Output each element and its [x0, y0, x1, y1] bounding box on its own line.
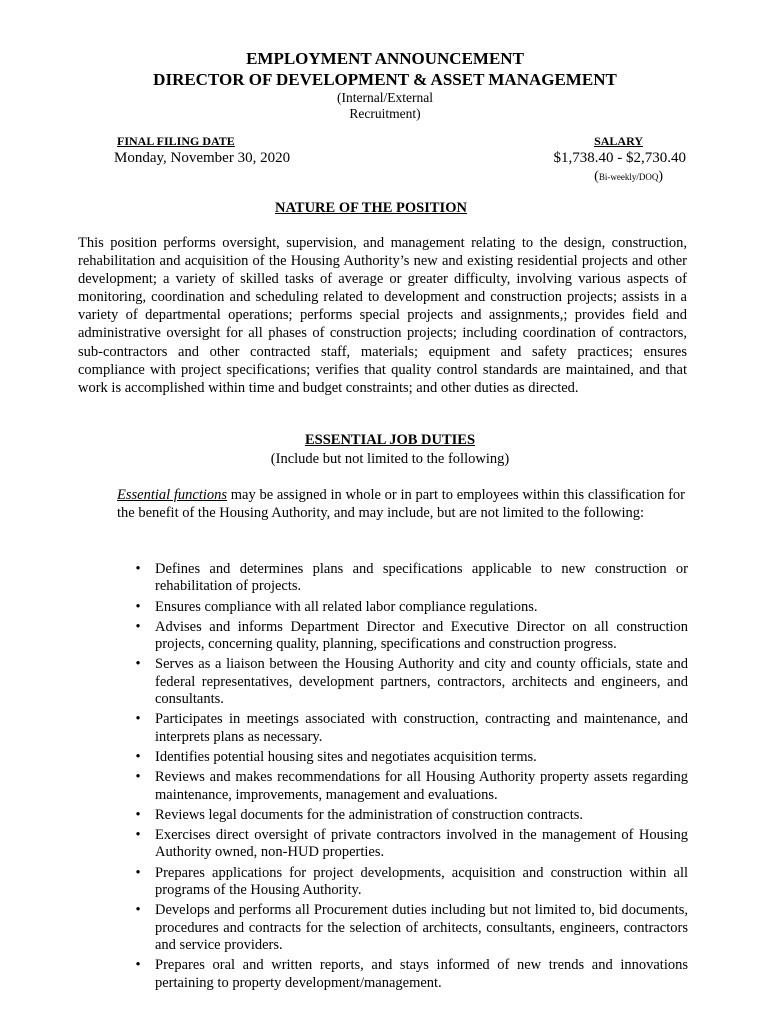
- duty-text: Exercises direct oversight of private contractors involved in the management of Housing Authority owned, non-HUD properties.: [155, 827, 688, 861]
- list-item: [117, 749, 688, 766]
- duties-intro: [117, 486, 685, 522]
- bullet: •: [135, 902, 141, 919]
- list-item: [117, 656, 688, 708]
- duty-text: Prepares applications for project developments, acquisition and construction within all programs of the Housing Authority.: [155, 864, 688, 899]
- bullet: •: [135, 769, 141, 786]
- final-filing-date-value: Monday, November 30, 2020: [114, 150, 291, 166]
- list-item: [117, 619, 688, 654]
- bullet: •: [135, 864, 141, 881]
- final-filing-date-label: FINAL FILING DATE: [117, 134, 235, 148]
- duty-text: Serves as a liaison between the Housing Authority and city and county officials, state and federal representatives, development partners, contractors, architects and engineers, and consultants.: [155, 656, 688, 708]
- bullet: •: [135, 618, 141, 635]
- duties-list: [117, 561, 688, 995]
- list-item: [117, 865, 688, 900]
- bullet: •: [135, 806, 141, 823]
- duty-text: Defines and determines plans and specifications applicable to new construction or rehabilitation of projects.: [155, 561, 688, 595]
- list-item: [117, 902, 688, 954]
- duty-text: Prepares oral and written reports, and stays informed of new trends and innovations pertaining to property development/management.: [155, 957, 688, 991]
- announcement-title: EMPLOYMENT ANNOUNCEMENT: [246, 49, 524, 68]
- duty-text: Participates in meetings associated with construction, contracting and maintenance, and interprets plans as necessary.: [155, 711, 688, 745]
- bullet: •: [135, 656, 141, 673]
- duties-subheading: (Include but not limited to the following): [270, 451, 510, 467]
- position-title: DIRECTOR OF DEVELOPMENT & ASSET MANAGEMENT: [153, 70, 617, 89]
- nature-paragraph: This position performs oversight, supervision, and management relating to the design, construction, rehabilitation and acquisition of the Housing Authority’s new and existing residential projects and other development; a variety of skilled tasks of average or greater difficulty, involving various aspects of monitoring, coordination and scheduling related to development and construction projects; assists in a variety of departmental operations; performs special projects and assignments,; provides field and administrative oversight for all phases of construction projects; including coordination of contractors, sub-contractors and other contracted staff, materials; equipment and safety practices; ensures compliance with project specifications; verifies that quality control standards are maintained, and that work is accomplished within time and budget constraints; and other duties as directed.: [78, 235, 687, 396]
- bullet: •: [135, 957, 141, 974]
- duty-text: Ensures compliance with all related labor compliance regulations.: [155, 598, 538, 615]
- duties-heading: ESSENTIAL JOB DUTIES: [304, 432, 476, 448]
- nature-heading: NATURE OF THE POSITION: [275, 200, 467, 216]
- bullet: •: [135, 748, 141, 765]
- salary-note-close: ): [658, 169, 663, 184]
- bullet: •: [135, 598, 141, 615]
- salary-note: [594, 169, 663, 185]
- duty-text: Develops and performs all Procurement duties including but not limited to, bid documents, procedures and contracts for the selection of architects, consultants, engineers, contractors and service providers.: [155, 902, 688, 953]
- duty-text: Reviews and makes recommendations for all Housing Authority property assets regarding maintenance, improvements, management and evaluations.: [155, 769, 688, 803]
- list-item: [117, 957, 688, 992]
- list-item: [117, 711, 688, 746]
- salary-note-open: (: [594, 169, 599, 184]
- list-item: [117, 827, 688, 862]
- list-item: [117, 599, 688, 616]
- salary-label: SALARY: [594, 134, 643, 148]
- duty-text: Reviews legal documents for the administration of construction contracts.: [155, 806, 584, 823]
- essential-functions-term: Essential functions: [117, 487, 228, 503]
- bullet: •: [135, 561, 141, 577]
- salary-value: $1,738.40 - $2,730.40: [553, 150, 686, 166]
- list-item: [117, 769, 688, 804]
- bullet: •: [135, 711, 141, 728]
- recruitment-type-line2: Recruitment): [349, 106, 421, 121]
- bullet: •: [135, 827, 141, 844]
- list-item: [117, 807, 688, 824]
- duties-intro-text: may be assigned in whole or in part to employees within this classification for the benefit of the Housing Authority, and may include, but are not limited to the following:: [117, 487, 685, 522]
- duty-text: Identifies potential housing sites and negotiates acquisition terms.: [155, 748, 537, 765]
- duty-text: Advises and informs Department Director and Executive Director on all construction projects, concerning quality, planning, specifications and construction progress.: [155, 618, 688, 653]
- recruitment-type-line1: (Internal/External: [337, 90, 433, 105]
- list-item: [117, 561, 688, 596]
- salary-note-text: Bi-weekly/DOQ: [598, 172, 659, 182]
